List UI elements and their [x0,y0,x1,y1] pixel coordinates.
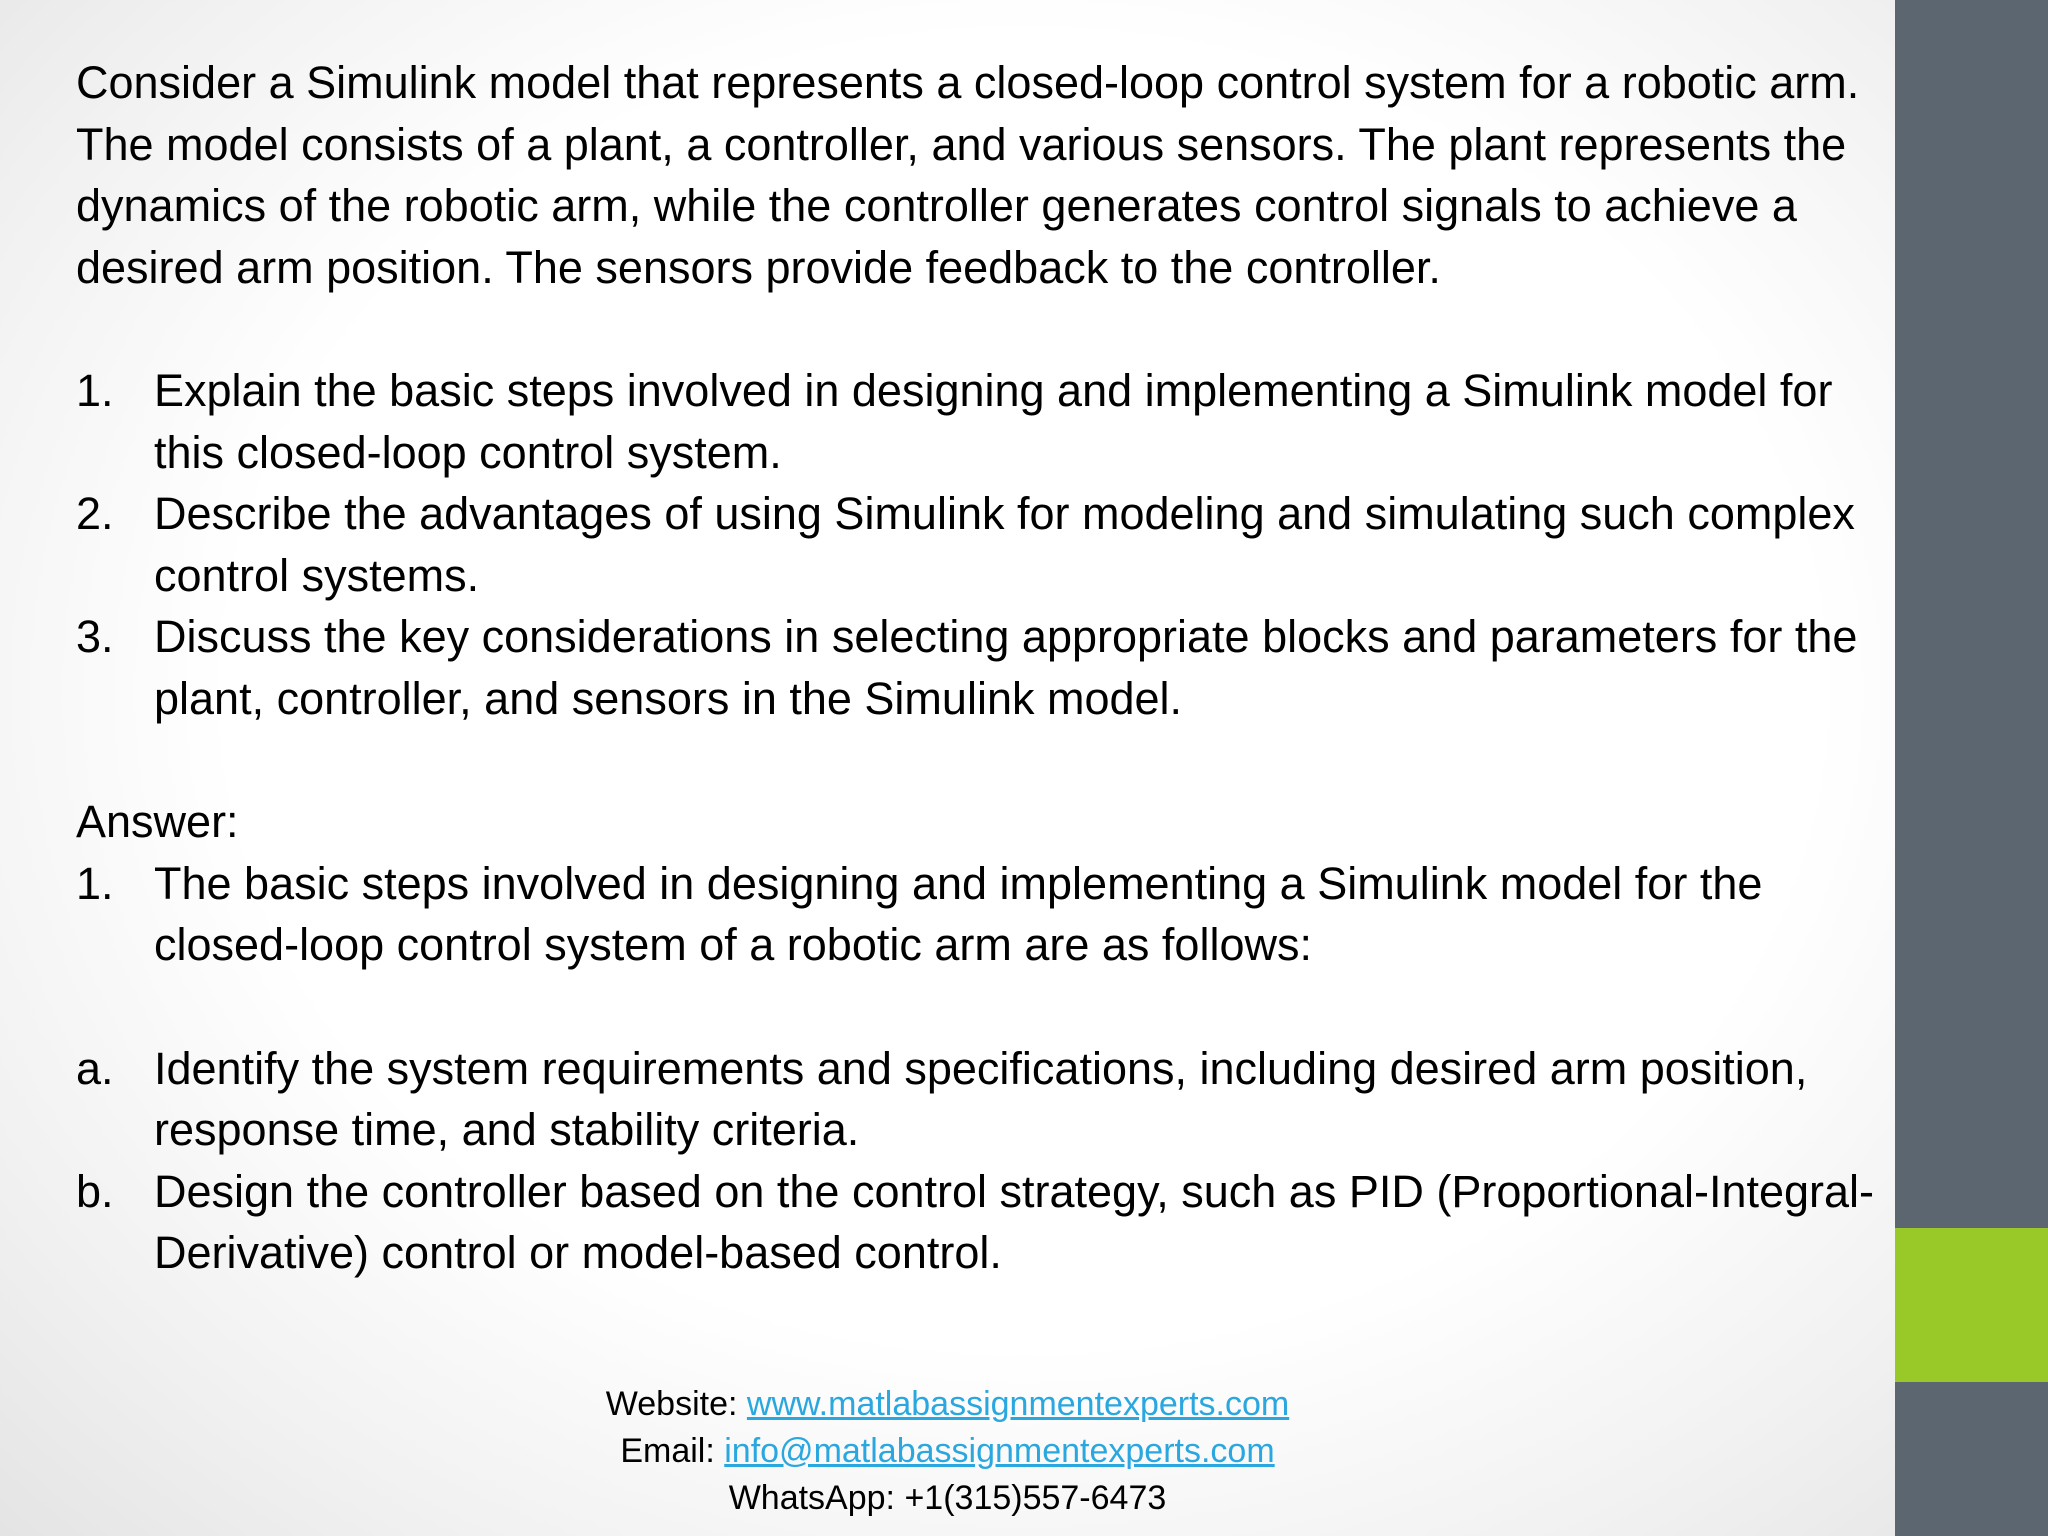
list-marker: 2. [76,488,114,539]
question-text: Explain the basic steps involved in designing and implementing a Simulink model for this closed-loop control system. [154,365,1833,478]
list-marker: b. [76,1165,114,1217]
question-item [76,483,1876,606]
question-list [76,360,1876,729]
email-label: Email: [620,1432,725,1470]
website-line [0,1381,1895,1428]
answer-heading: Answer: [76,796,239,847]
step-text: Identify the system requirements and specifications, including desired arm position, response time, and stability criteria. [154,1042,1808,1155]
accent-block [1895,1228,2048,1382]
question-text: Discuss the key considerations in selecting appropriate blocks and parameters for the plant, controller, and sensors in the Simulink model. [154,611,1858,724]
contact-footer [0,1381,1895,1522]
step-item [76,1038,1876,1161]
answer-item [76,853,1876,976]
list-marker: 3. [76,611,114,662]
website-label: Website: [605,1385,747,1423]
list-marker: 1. [76,365,114,416]
website-link[interactable]: www.matlabassignmentexperts.com [746,1385,1290,1423]
answer-text: The basic steps involved in designing and implementing a Simulink model for the closed-loop control system of a robotic arm are as follows: [154,857,1763,970]
whatsapp-line: WhatsApp: +1(315)557-6473 [728,1479,1167,1517]
question-item [76,360,1876,483]
step-item [76,1161,1876,1284]
email-link[interactable]: info@matlabassignmentexperts.com [724,1432,1275,1470]
step-list [76,1038,1876,1284]
slide-content [76,52,1876,1284]
spacer [76,729,1876,791]
spacer [76,976,1876,1038]
list-marker: 1. [76,857,114,909]
question-item [76,606,1876,729]
list-marker: a. [76,1042,114,1094]
question-text: Describe the advantages of using Simulink for modeling and simulating such complex control systems. [154,488,1855,601]
spacer [76,298,1876,360]
step-text: Design the controller based on the control strategy, such as PID (Proportional-Integral-Derivative) control or model-based control. [154,1165,1875,1278]
intro-paragraph: Consider a Simulink model that represents a closed-loop control system for a robotic arm. The model consists of a plant, a controller, and various sensors. The plant represents the dynamics of the robotic arm, while the controller generates control signals to achieve a desired arm position. The sensors provide feedback to the controller. [76,57,1860,293]
email-line [0,1428,1895,1475]
